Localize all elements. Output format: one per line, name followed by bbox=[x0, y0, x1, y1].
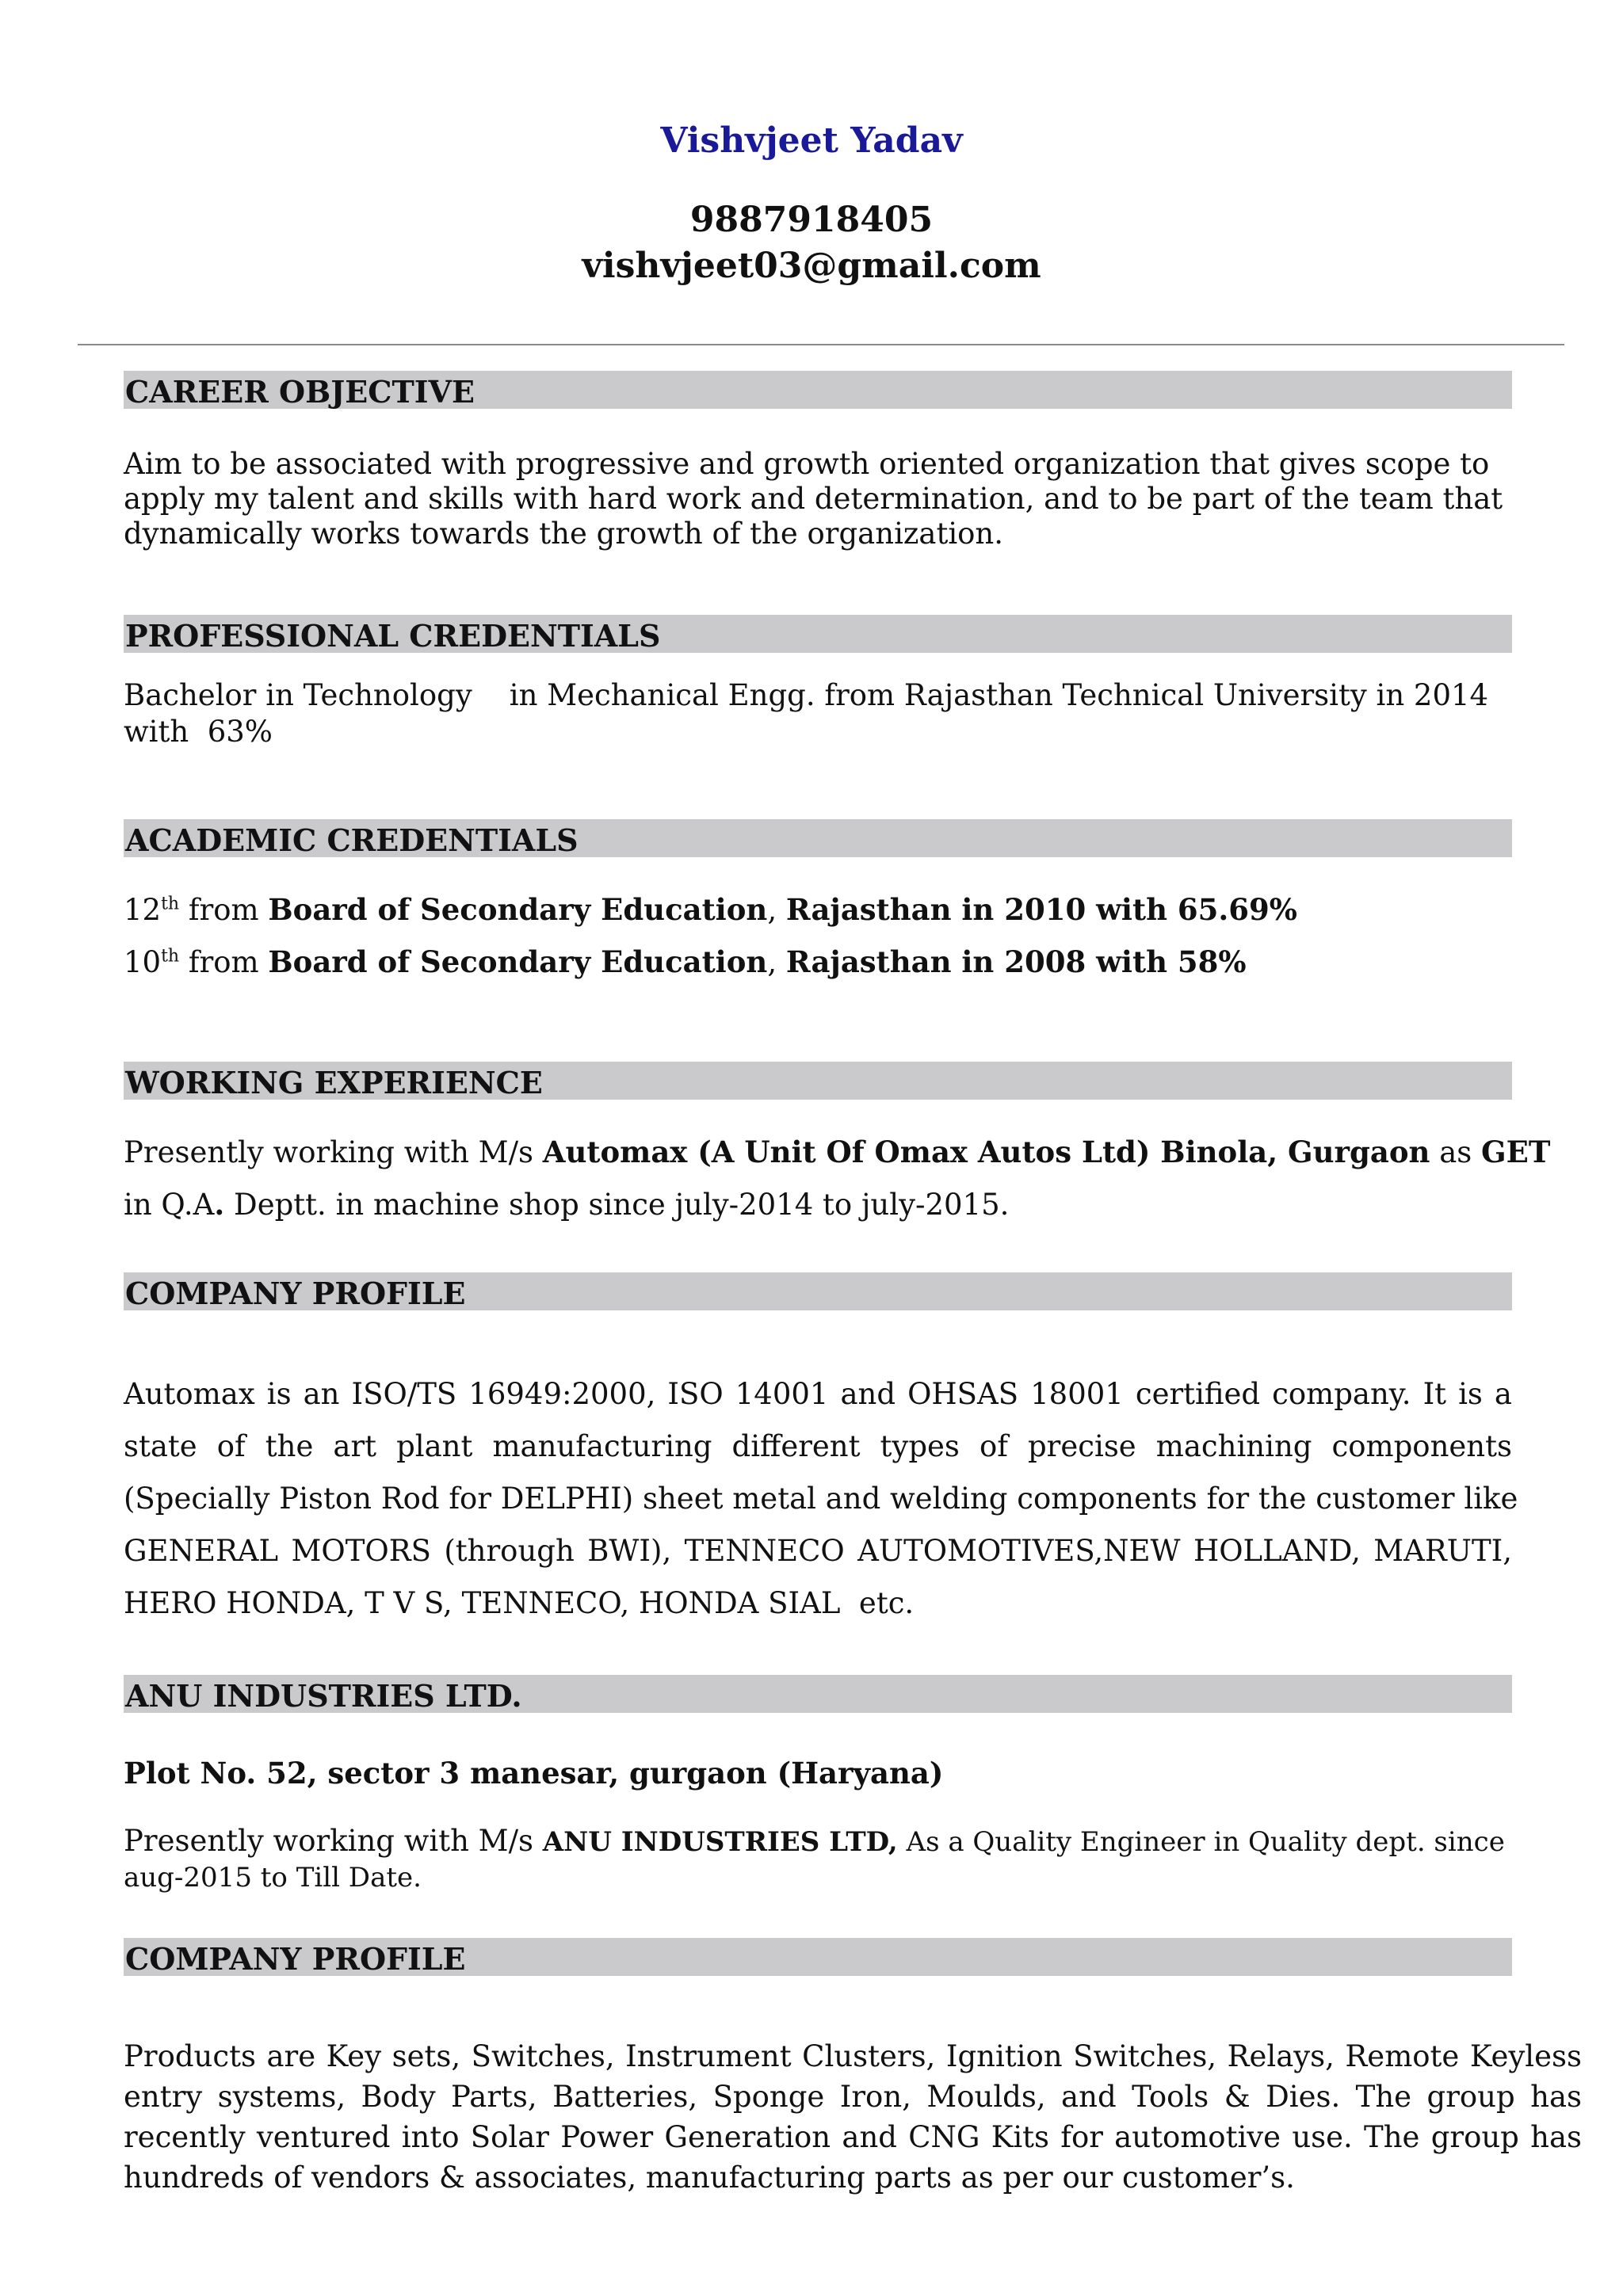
career-objective-line: dynamically works towards the growth of the organization. bbox=[124, 517, 1004, 551]
anu-industries-heading-bar bbox=[124, 1675, 1512, 1713]
anu-experience-line: Presently working with M/s ANU INDUSTRIES LTD, As a Quality Engineer in Quality dept. since bbox=[124, 1824, 1505, 1858]
company-profile-heading-bar bbox=[124, 1272, 1512, 1310]
candidate-name: Vishvjeet Yadav bbox=[660, 120, 963, 161]
company-profile-heading-bar bbox=[124, 1938, 1512, 1976]
company-profile-line: recently ventured into Solar Power Generation and CNG Kits for automotive use. The group has bbox=[124, 2120, 1582, 2154]
anu-industries-heading: ANU INDUSTRIES LTD. bbox=[125, 1678, 522, 1714]
professional-credentials-heading: PROFESSIONAL CREDENTIALS bbox=[125, 618, 661, 654]
company-profile-line: entry systems, Body Parts, Batteries, Sponge Iron, Moulds, and Tools & Dies. The group has bbox=[124, 2080, 1582, 2114]
degree-name: Bachelor in Technology bbox=[124, 678, 472, 712]
academic-item: 10th from Board of Secondary Education, Rajasthan in 2008 with 58% bbox=[124, 944, 1247, 979]
company-profile-line: hundreds of vendors & associates, manufacturing parts as per our customer’s. bbox=[124, 2161, 1295, 2195]
professional-credentials-heading-bar bbox=[124, 615, 1512, 653]
experience-line: in Q.A. Deptt. in machine shop since july-2014 to july-2015. bbox=[124, 1187, 1010, 1222]
anu-experience-line: aug-2015 to Till Date. bbox=[124, 1862, 422, 1894]
academic-item: 12th from Board of Secondary Education, Rajasthan in 2010 with 65.69% bbox=[124, 892, 1297, 927]
academic-credentials-heading: ACADEMIC CREDENTIALS bbox=[125, 822, 579, 858]
phone-number: 9887918405 bbox=[689, 200, 934, 240]
degree-detail: in Mechanical Engg. from Rajasthan Technical University in 2014 bbox=[509, 678, 1489, 712]
experience-line: Presently working with M/s Automax (A Unit Of Omax Autos Ltd) Binola, Gurgaon as GET bbox=[124, 1135, 1551, 1169]
career-objective-heading: CAREER OBJECTIVE bbox=[125, 374, 475, 410]
company-profile-heading: COMPANY PROFILE bbox=[125, 1941, 466, 1977]
company-profile-line: HERO HONDA, T V S, TENNECO, HONDA SIAL etc. bbox=[124, 1586, 915, 1620]
email-address: vishvjeet03@gmail.com bbox=[582, 246, 1041, 286]
professional-credentials-line bbox=[124, 678, 1488, 712]
company-profile-line: GENERAL MOTORS (through BWI), TENNECO AUTOMOTIVES,NEW HOLLAND, MARUTI, bbox=[124, 1534, 1512, 1568]
company-profile-line: Products are Key sets, Switches, Instrument Clusters, Ignition Switches, Relays, Remote Keyless bbox=[124, 2039, 1582, 2073]
header-divider bbox=[78, 344, 1564, 345]
working-experience-heading-bar bbox=[124, 1062, 1512, 1100]
working-experience-heading: WORKING EXPERIENCE bbox=[125, 1065, 543, 1100]
academic-credentials-heading-bar bbox=[124, 819, 1512, 857]
professional-credentials-score: with 63% bbox=[124, 715, 273, 749]
company-profile-line: Automax is an ISO/TS 16949:2000, ISO 14001 and OHSAS 18001 certified company. It is a bbox=[124, 1377, 1512, 1411]
company-profile-heading: COMPANY PROFILE bbox=[125, 1276, 466, 1311]
career-objective-line: apply my talent and skills with hard work and determination, and to be part of the team that bbox=[124, 482, 1503, 516]
career-objective-heading-bar bbox=[124, 371, 1512, 409]
company-address: Plot No. 52, sector 3 manesar, gurgaon (Haryana) bbox=[124, 1756, 944, 1791]
company-profile-line: (Specially Piston Rod for DELPHI) sheet metal and welding components for the customer like bbox=[124, 1482, 1518, 1516]
career-objective-line: Aim to be associated with progressive and growth oriented organization that gives scope to bbox=[124, 447, 1490, 481]
company-profile-line: state of the art plant manufacturing different types of precise machining components bbox=[124, 1429, 1512, 1463]
